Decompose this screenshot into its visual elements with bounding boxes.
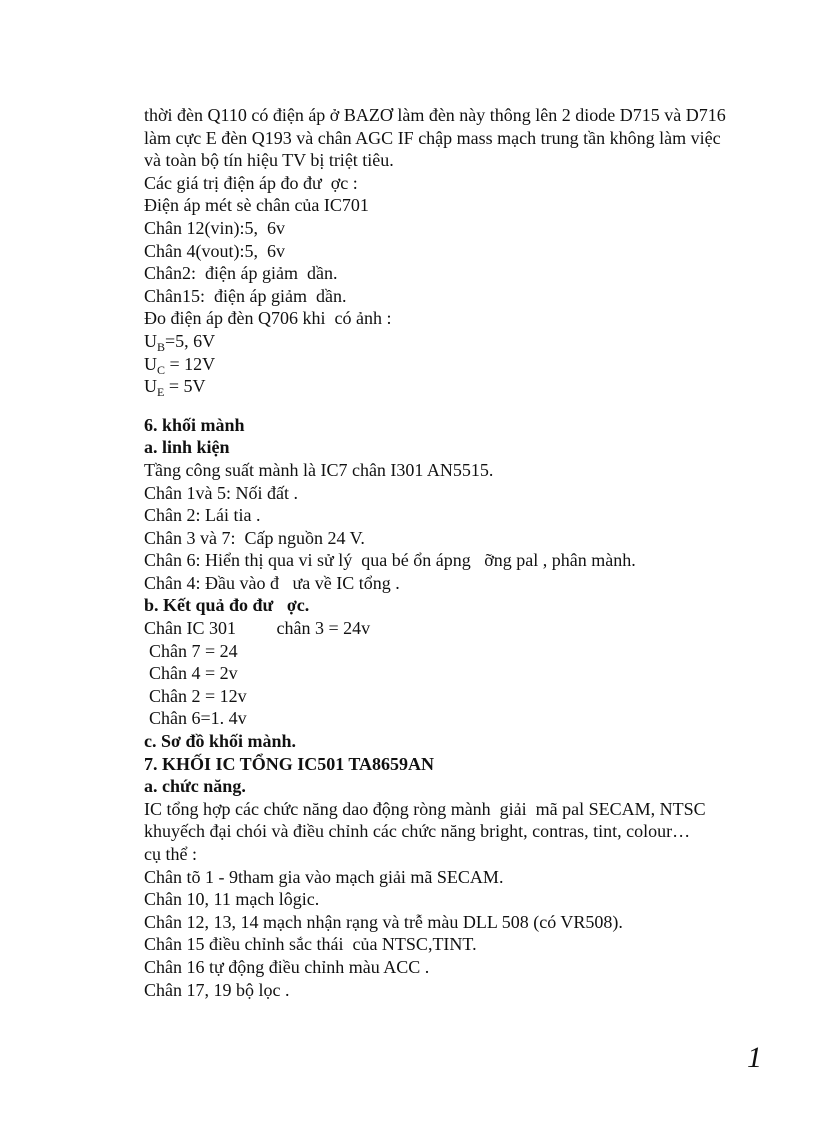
text-line: và toàn bộ tín hiệu TV bị triệt tiêu. bbox=[144, 150, 394, 171]
text-line: Chân 4 = 2v bbox=[149, 663, 238, 684]
intro-paragraph bbox=[144, 104, 764, 330]
text-line: Đo điện áp đèn Q706 khi có ảnh : bbox=[144, 308, 392, 329]
text-line: Chân 15 điều chỉnh sắc thái của NTSC,TINT. bbox=[144, 934, 477, 955]
voltage-subscript: C bbox=[157, 362, 166, 377]
voltage-list bbox=[144, 330, 764, 398]
voltage-line bbox=[144, 375, 764, 398]
voltage-value: = 5V bbox=[164, 376, 206, 397]
text-line: làm cực E đèn Q193 và chân AGC IF chập mass mạch trung tần không làm việc bbox=[144, 127, 721, 148]
section-gap bbox=[144, 398, 764, 414]
text-line: thời đèn Q110 có điện áp ở BAZƠ làm đèn này thông lên 2 diode D715 và D716 bbox=[144, 105, 726, 125]
text-line: Chân2: điện áp giảm dần. bbox=[144, 263, 338, 284]
text-line: Chân 4: Đầu vào đ ưa về IC tổng . bbox=[144, 572, 400, 593]
text-line: Điện áp mét sè chân của IC701 bbox=[144, 195, 369, 216]
text-line: Chân 7 = 24 bbox=[149, 640, 238, 661]
subsection-heading: a. chức năng. bbox=[144, 776, 246, 797]
subsection-heading: a. linh kiện bbox=[144, 437, 230, 458]
voltage-subscript: E bbox=[157, 385, 165, 400]
section-heading: 7. KHỐI IC TỔNG IC501 TA8659AN bbox=[144, 753, 435, 774]
text-line: Chân15: điện áp giảm dần. bbox=[144, 285, 347, 306]
text-line: Chân tõ 1 - 9tham gia vào mạch giải mã SECAM. bbox=[144, 866, 504, 887]
voltage-line bbox=[144, 330, 764, 353]
text-line: Các giá trị điện áp đo đư ợc : bbox=[144, 172, 358, 193]
page-number: 1 bbox=[747, 1041, 762, 1074]
text-line: Chân 3 và 7: Cấp nguồn 24 V. bbox=[144, 527, 365, 548]
text-line: Chân IC 301 chân 3 = 24v bbox=[144, 618, 371, 639]
text-line: Chân 1và 5: Nối đất . bbox=[144, 482, 298, 503]
text-line: khuyếch đại chói và điều chỉnh các chức năng bright, contras, tint, colour… bbox=[144, 821, 691, 842]
section-7 bbox=[144, 753, 764, 1002]
text-line: Tầng công suất mành là IC7 chân I301 AN5515. bbox=[144, 459, 494, 480]
voltage-symbol: U bbox=[144, 353, 157, 374]
text-line: cụ thể : bbox=[144, 844, 197, 864]
subsection-heading: c. Sơ đồ khối mành. bbox=[144, 731, 297, 752]
section-6 bbox=[144, 414, 764, 753]
text-line: Chân 4(vout):5, 6v bbox=[144, 240, 285, 261]
text-line: Chân 17, 19 bộ lọc . bbox=[144, 979, 290, 1000]
text-line: IC tổng hợp các chức năng dao động ròng mành giải mã pal SECAM, NTSC bbox=[144, 798, 706, 819]
section-heading: 6. khối mành bbox=[144, 414, 245, 435]
text-line: Chân 2: Lái tia . bbox=[144, 505, 261, 526]
subsection-heading: b. Kết quả đo đư ợc. bbox=[144, 595, 310, 616]
text-line: Chân 10, 11 mạch lôgic. bbox=[144, 889, 320, 910]
voltage-line bbox=[144, 353, 764, 376]
voltage-symbol: U bbox=[144, 376, 157, 397]
text-line: Chân 12(vin):5, 6v bbox=[144, 217, 285, 238]
voltage-value: = 12V bbox=[165, 353, 216, 374]
text-line: Chân 6=1. 4v bbox=[149, 708, 247, 729]
text-line: Chân 2 = 12v bbox=[149, 685, 247, 706]
text-line: Chân 16 tự động điều chỉnh màu ACC . bbox=[144, 956, 430, 977]
voltage-value: =5, 6V bbox=[165, 330, 216, 351]
voltage-symbol: U bbox=[144, 330, 157, 351]
document-body bbox=[144, 104, 764, 1001]
text-line: Chân 6: Hiển thị qua vi sử lý qua bé ổn ápng ỡng pal , phân mành. bbox=[144, 550, 636, 571]
text-line: Chân 12, 13, 14 mạch nhận rạng và trễ màu DLL 508 (có VR508). bbox=[144, 911, 623, 932]
voltage-subscript: B bbox=[157, 339, 166, 354]
